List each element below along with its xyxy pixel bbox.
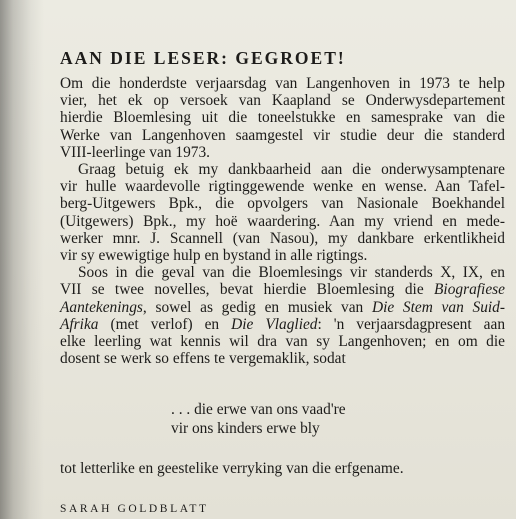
paragraph-1-line: Werke van Langenhoven saamgestel vir studie deur die standerd	[60, 126, 505, 144]
paragraph-2-line: vir sy ewewigtige hulp en bystand in alle rigtings.	[60, 247, 368, 265]
book-page	[60, 48, 506, 515]
paragraph-1-line: VIII-leerlinge van 1973.	[60, 143, 210, 161]
italic-title: Afrika	[60, 315, 99, 333]
paragraph-3-line: Soos in die geval van die Bloemlesings vir standerds X, IX, en	[78, 264, 505, 282]
paragraph-2	[60, 161, 505, 264]
book-gutter-shadow	[0, 0, 44, 519]
paragraph-2-line: Graag betuig ek my dankbaarheid aan die onderwysamptenare	[78, 161, 505, 179]
paragraph-3-line	[60, 299, 505, 316]
italic-title: Aantekenings	[60, 298, 143, 316]
paragraph-1-line: hierdie Bloemlesing uit die toneelstukke en samesprake van die	[60, 109, 505, 127]
italic-title: Biografiese	[434, 281, 505, 299]
paragraph-2-line: vir hulle waardevolle rigtinggewende wenke en wense. Aan Tafel-	[60, 178, 505, 196]
text-run: VII se twee novelles, bevat hierdie Bloemlesing die	[60, 281, 435, 299]
italic-title: Die Stem van Suid-	[371, 298, 505, 316]
paragraph-3-line	[60, 316, 505, 333]
verse-line: vir ons kinders erwe bly	[171, 420, 320, 437]
text-run: (met verlof) en	[98, 315, 232, 333]
text-run: , sowel as gedig en musiek van	[142, 298, 372, 316]
paragraph-2-line: berg-Uitgewers Bpk., die opvolgers van Nasionale Boekhandel	[60, 195, 505, 213]
page-heading: AAN DIE LESER: GEGROET!	[60, 48, 346, 68]
paragraph-3-line: dosent se werk so effens te vergemaklik, sodat	[60, 350, 346, 368]
paragraph-1-line: Om die honderdste verjaarsdag van Langenhoven in 1973 te help	[60, 75, 505, 92]
author-signature: SARAH GOLDBLATT	[60, 503, 209, 515]
paragraph-2-line: (Uitgewers) Bpk., my hoë waardering. Aan my vriend en mede-	[60, 212, 505, 230]
verse-line: . . . die erwe van ons vaad're	[171, 401, 346, 418]
text-run: : 'n verjaarsdagpresent aan	[317, 315, 506, 333]
paragraph-2-line: werker mnr. J. Scannell (van Nasou), my dankbare erkentlikheid	[60, 229, 505, 247]
paragraph-3-line: elke leerling wat kennis wil dra van sy Langenhoven; en om die	[60, 333, 505, 351]
paragraph-1-line: vier, het ek op versoek van Kaapland se Onderwysdepartement	[60, 92, 505, 110]
italic-title: Die Vlaglied	[231, 315, 318, 333]
paragraph-3	[60, 264, 505, 367]
paragraph-1	[60, 75, 505, 161]
closing-line: tot letterlike en geestelike verryking van die erfgename.	[60, 460, 404, 477]
quoted-verse	[171, 400, 346, 438]
paragraph-3-line	[60, 281, 505, 298]
